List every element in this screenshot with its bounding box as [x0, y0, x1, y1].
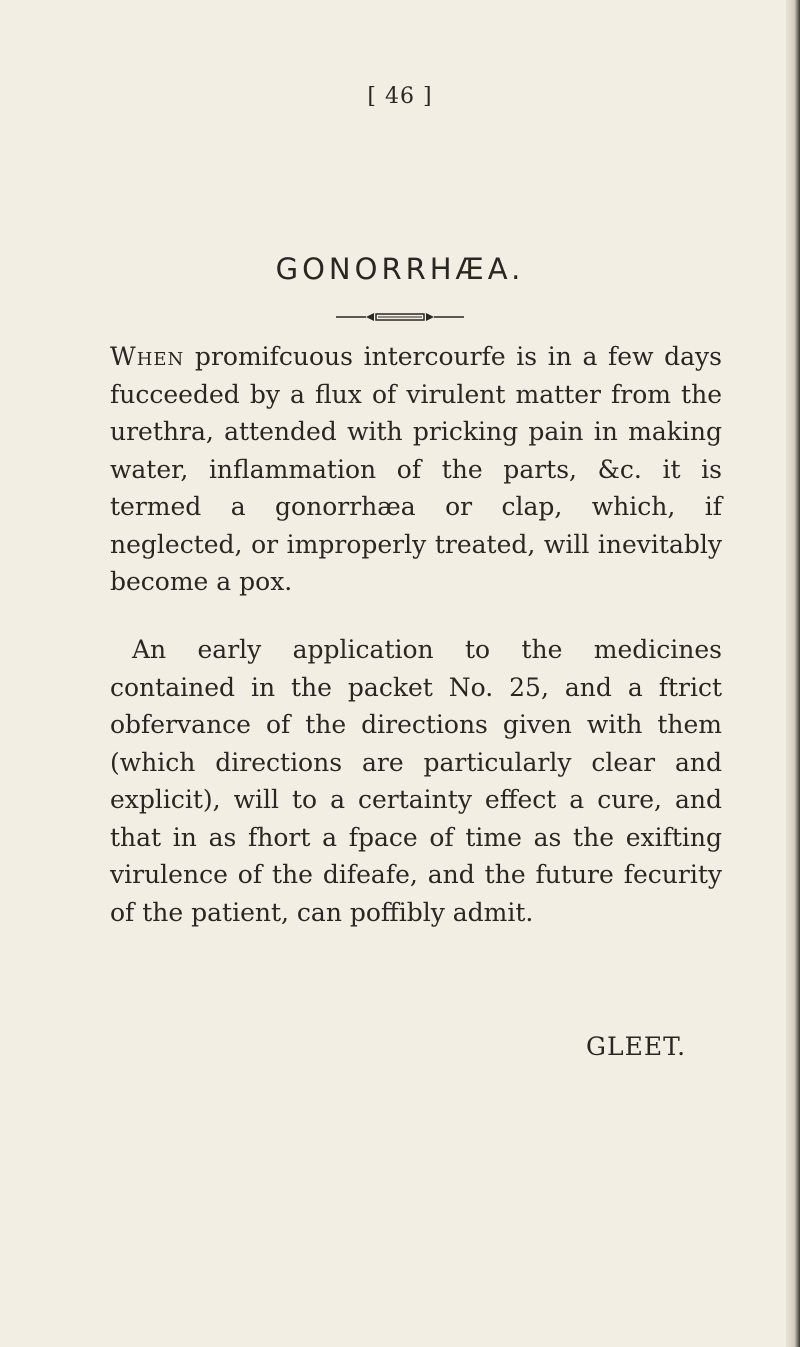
- paragraph-treatment: An early application to the medicines contained in the packet No. 25, and a ftrict obfervance of the directions given with them (which directions are particularly clear and explicit), will to a certainty effect a cure, and that in as fhort a fpace of time as the exifting virulence of the difeafe, and the future fecurity of the patient, can poffibly admit.: [110, 635, 722, 927]
- page-edge-shadow: [786, 0, 800, 1347]
- chapter-title: GONORRHÆA.: [275, 252, 525, 286]
- ornamental-rule-icon: [330, 310, 470, 324]
- paragraph-gonorrhaea-description: [110, 338, 722, 601]
- paragraph-lead-word: When: [110, 342, 185, 371]
- page-number: [ 46 ]: [367, 84, 433, 109]
- catchword: GLEET.: [586, 1032, 687, 1061]
- paragraph-body: promifcuous intercourfe is in a few days fucceeded by a flux of virulent matter from the urethra, attended with pricking pain in making water, inflammation of the parts, &c. it is termed a gonorrhæa or clap, which, if neglected, or improperly treated, will inevitably become a pox.: [110, 342, 722, 596]
